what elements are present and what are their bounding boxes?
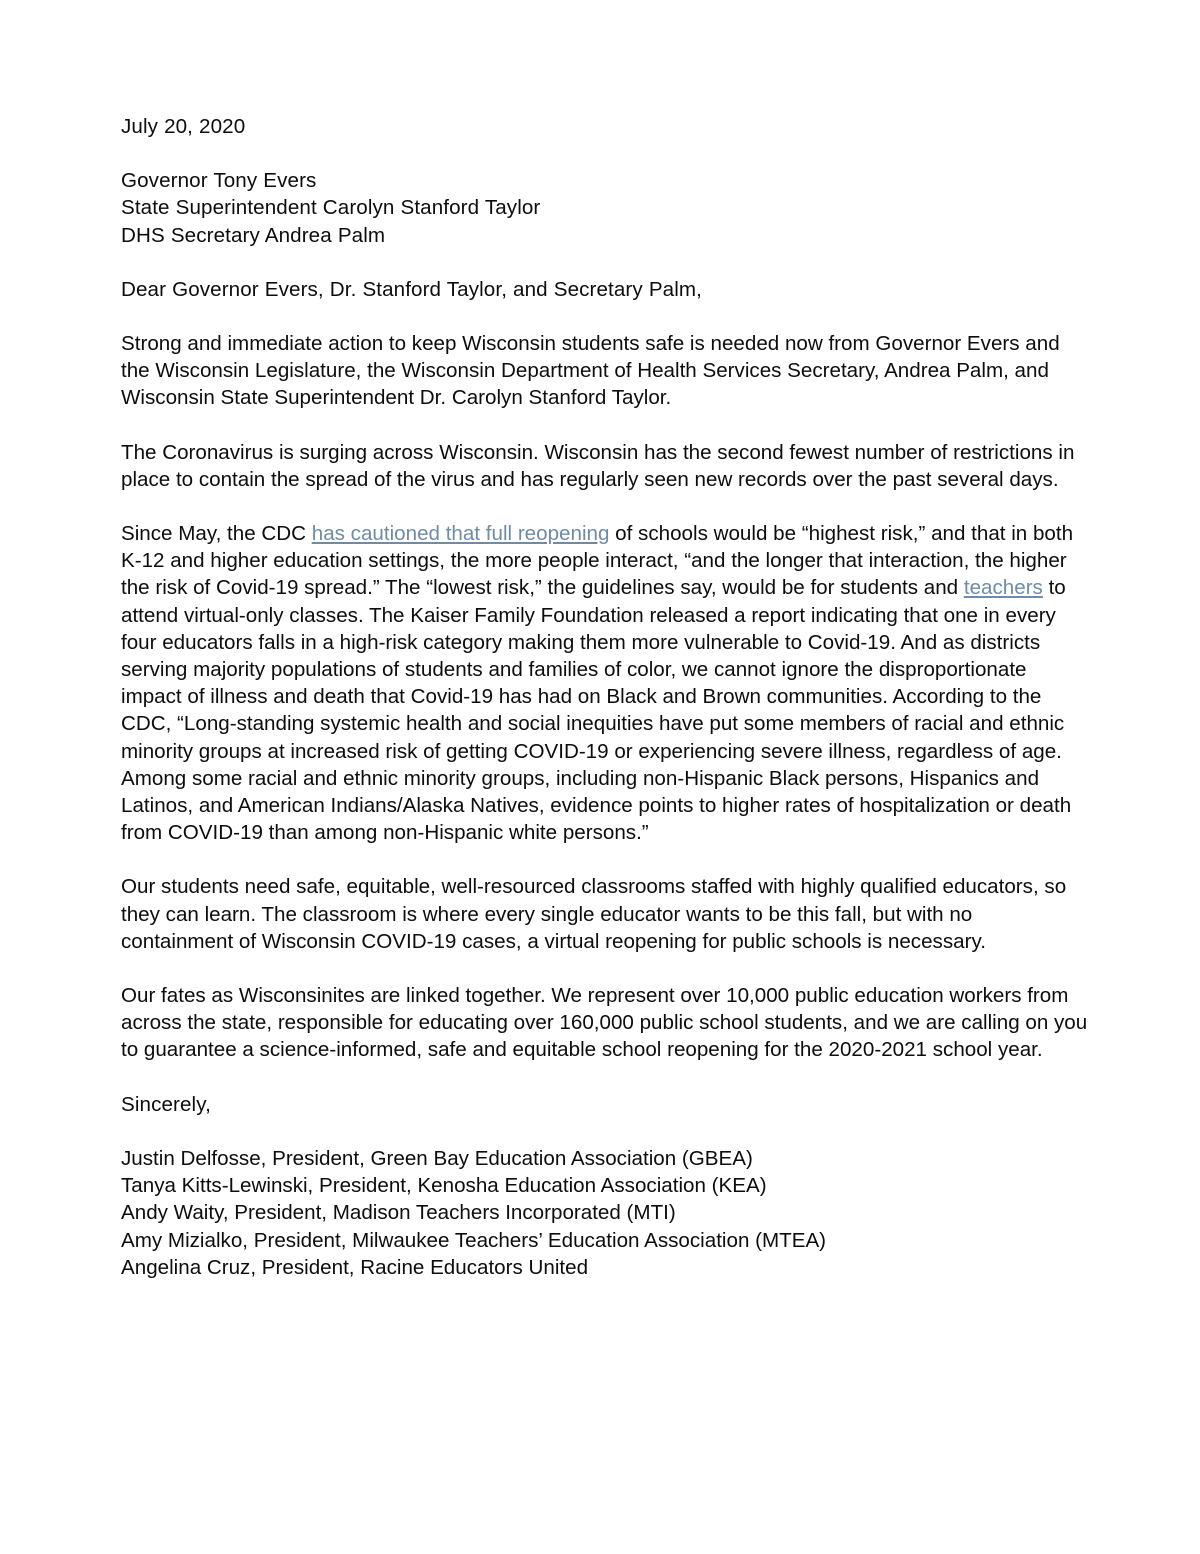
- cdc-text-part-2: of schools would be “highest risk,” and that in both K-12 and higher education settings, the more people interact, “and the longer that interaction, the higher the risk of Covid-19 spread.” The “lowest risk,” the guidelines say, would be for students and: [121, 522, 1074, 600]
- link-teachers[interactable]: teachers: [963, 576, 1043, 600]
- signatory-row: Andy Waity, President, Madison Teachers Incorporated (MTI): [121, 1201, 676, 1225]
- spacer: [121, 1118, 1089, 1145]
- spacer: [121, 249, 1089, 276]
- signatory-row: Angelina Cruz, President, Racine Educators United: [121, 1255, 589, 1279]
- spacer: [121, 846, 1089, 873]
- signatory-list: [121, 1145, 1089, 1281]
- recipient-line-1: Governor Tony Evers: [121, 169, 317, 193]
- recipient-line-2: State Superintendent Carolyn Stanford Taylor: [121, 196, 541, 220]
- paragraph-action-needed: Strong and immediate action to keep Wisconsin students safe is needed now from Governor Evers and the Wisconsin Legislature, the Wisconsin Department of Health Services Secretary, Andrea Palm, and Wisconsin State Superintendent Dr. Carolyn Stanford Taylor.: [121, 332, 1060, 410]
- signatory-row: Tanya Kitts-Lewinski, President, Kenosha Education Association (KEA): [121, 1174, 767, 1198]
- letter-date: July 20, 2020: [121, 115, 246, 138]
- spacer: [121, 955, 1089, 982]
- spacer: [121, 140, 1089, 167]
- spacer: [121, 1064, 1089, 1091]
- cdc-text-part-3: to attend virtual-only classes. The Kaiser Family Foundation released a report indicating that one in every four educators falls in a high-risk category making them more vulnerable to Covid-19. And as districts serving majority populations of students and families of color, we cannot ignore the disproportionate impact of illness and death that Covid-19 has had on Black and Brown communities. According to the CDC, “Long-standing systemic health and social inequities have put some members of racial and ethnic minority groups at increased risk of getting COVID-19 or experiencing severe illness, regardless of age. Among some racial and ethnic minority groups, including non-Hispanic Black persons, Hispanics and Latinos, and American Indians/Alaska Natives, evidence points to higher rates of hospitalization or death from COVID-19 than among non-Hispanic white persons.”: [121, 576, 1072, 845]
- salutation: Dear Governor Evers, Dr. Stanford Taylor, and Secretary Palm,: [121, 277, 702, 301]
- paragraph-cdc-guidance: [121, 520, 1089, 846]
- spacer: [121, 303, 1089, 330]
- spacer: [121, 493, 1089, 520]
- signatory-row: Amy Mizialko, President, Milwaukee Teachers’ Education Association (MTEA): [121, 1228, 827, 1252]
- paragraph-students-need: Our students need safe, equitable, well-resourced classrooms staffed with highly qualified educators, so they can learn. The classroom is where every single educator wants to be this fall, but with no containment of Wisconsin COVID-19 cases, a virtual reopening for public schools is necessary.: [121, 875, 1067, 953]
- recipient-line-3: DHS Secretary Andrea Palm: [121, 223, 386, 247]
- spacer: [121, 412, 1089, 439]
- signatory-row: Justin Delfosse, President, Green Bay Education Association (GBEA): [121, 1146, 753, 1170]
- letter-body: [121, 113, 1089, 1281]
- cdc-text-part-1: Since May, the CDC: [121, 522, 312, 546]
- paragraph-our-fates: Our fates as Wisconsinites are linked together. We represent over 10,000 public education workers from across the state, responsible for educating over 160,000 public school students, and we are calling on you to guarantee a science-informed, safe and equitable school reopening for the 2020-2021 school year.: [121, 984, 1088, 1062]
- paragraph-coronavirus-surge: The Coronavirus is surging across Wisconsin. Wisconsin has the second fewest number of restrictions in place to contain the spread of the virus and has regularly seen new records over the past several days.: [121, 440, 1075, 491]
- closing-salutation: Sincerely,: [121, 1092, 211, 1116]
- link-cdc-cautioned-full-reopening[interactable]: has cautioned that full reopening: [311, 522, 610, 546]
